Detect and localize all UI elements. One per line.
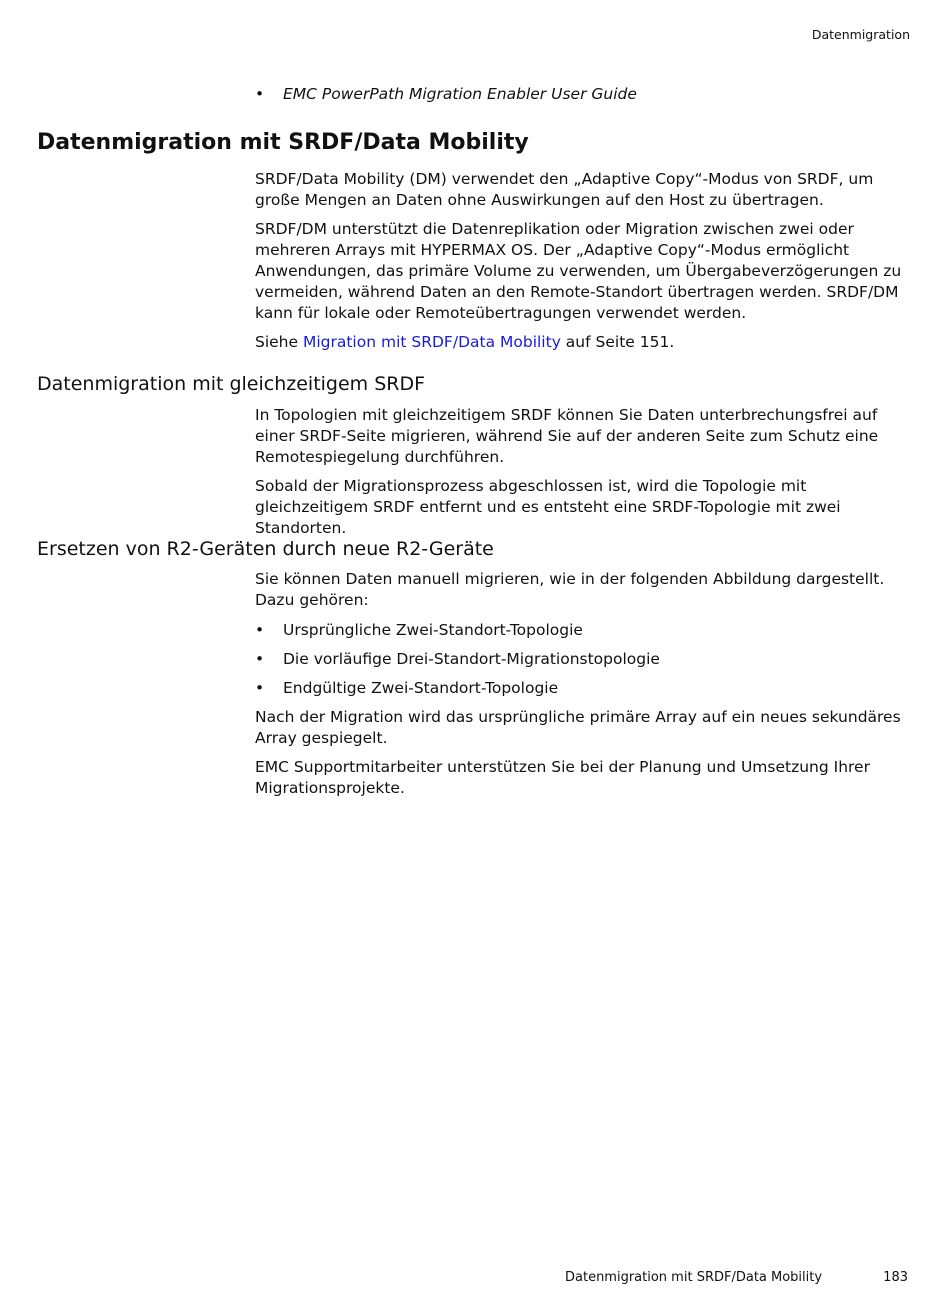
paragraph: Sie können Daten manuell migrieren, wie in der folgenden Abbildung dargestellt. Dazu gehören: [255,570,885,609]
paragraph: SRDF/DM unterstützt die Datenreplikation oder Migration zwischen zwei oder mehreren Arrays mit HYPERMAX OS. Der „Adaptive Copy“-Modus ermöglicht Anwendungen, das primäre Volume zu verwenden, um Übergabeverzögerungen zu vermeiden, während Daten an den Remote-Standort übertragen werden. SRDF/DM kann für lokale oder Remoteübertragungen verwendet werden. [255,220,902,322]
running-header: Datenmigration [811,27,910,42]
page-number: 183 [883,1270,908,1285]
paragraph: EMC Supportmitarbeiter unterstützen Sie bei der Planung und Umsetzung Ihrer Migrationsprojekte. [255,758,870,797]
list-item [255,678,915,699]
footer-title: Datenmigration mit SRDF/Data Mobility [565,1270,823,1285]
bullet-icon: • [255,621,265,639]
see-also-paragraph [255,332,915,353]
intro-list [255,84,915,105]
paragraph: Nach der Migration wird das ursprüngliche primäre Array auf ein neues sekundäres Array gespiegelt. [255,708,901,747]
list-item [255,649,915,670]
list-item-text: Die vorläufige Drei-Standort-Migrationstopologie [283,650,660,668]
section-body-srdf-dm [255,169,915,353]
section-heading-concurrent-srdf: Datenmigration mit gleichzeitigem SRDF [37,373,426,395]
section-heading-replace-r2: Ersetzen von R2-Geräten durch neue R2-Geräte [37,538,494,560]
cross-reference-link[interactable]: Migration mit SRDF/Data Mobility [302,333,561,351]
paragraph: Sobald der Migrationsprozess abgeschlossen ist, wird die Topologie mit gleichzeitigem SRDF entfernt und es entsteht eine SRDF-Topologie mit zwei Standorten. [255,477,841,537]
list-item-text: Ursprüngliche Zwei-Standort-Topologie [283,621,583,639]
see-prefix: Siehe [255,333,303,351]
section-heading-srdf-dm: Datenmigration mit SRDF/Data Mobility [37,130,529,155]
list-item [255,620,915,641]
bullet-icon: • [255,679,265,697]
list-item [255,84,915,105]
list-item-text: Endgültige Zwei-Standort-Topologie [283,679,559,697]
reference-title: EMC PowerPath Migration Enabler User Guide [283,85,637,103]
section-body-concurrent-srdf [255,405,915,539]
bullet-icon: • [255,85,265,103]
see-suffix: auf Seite 151. [560,333,675,351]
section-body-replace-r2 [255,569,915,799]
paragraph: In Topologien mit gleichzeitigem SRDF können Sie Daten unterbrechungsfrei auf einer SRDF-Seite migrieren, während Sie auf der anderen Seite zum Schutz eine Remotespiegelung durchführen. [255,406,879,466]
paragraph: SRDF/Data Mobility (DM) verwendet den „Adaptive Copy“-Modus von SRDF, um große Mengen an Daten ohne Auswirkungen auf den Host zu übertragen. [255,170,874,209]
bullet-icon: • [255,650,265,668]
